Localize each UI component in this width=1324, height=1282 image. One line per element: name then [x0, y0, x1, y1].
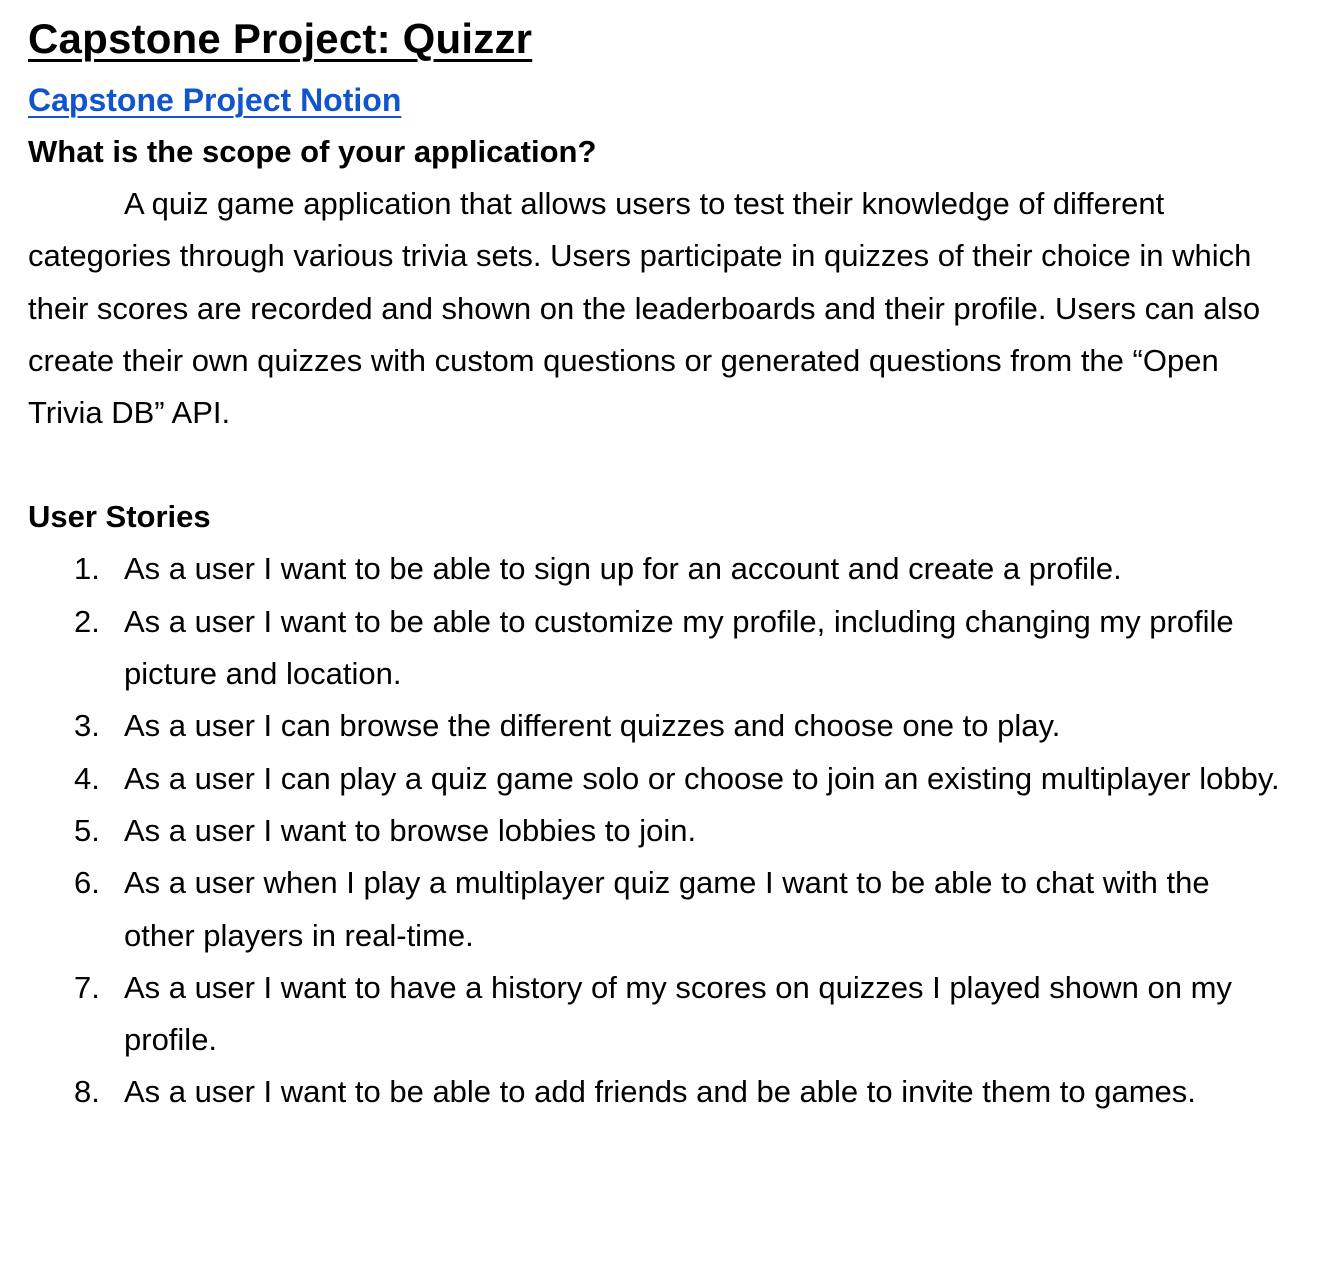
user-stories-heading: User Stories — [28, 499, 211, 535]
list-item-text: As a user I want to have a history of my scores on quizzes I played shown on my profile. — [124, 969, 1232, 1058]
list-number: 4. — [74, 760, 100, 796]
list-item-text: As a user I want to be able to sign up for an account and create a profile. — [124, 551, 1122, 587]
blank-line — [28, 439, 1298, 491]
list-number: 5. — [74, 812, 100, 848]
list-number: 1. — [74, 551, 100, 587]
list-item — [28, 753, 1284, 805]
list-number: 8. — [74, 1074, 100, 1110]
list-item-text: As a user I want to browse lobbies to join. — [124, 812, 697, 848]
scope-heading: What is the scope of your application? — [28, 134, 597, 169]
list-number: 7. — [74, 969, 100, 1005]
document-body — [28, 12, 1298, 1119]
list-item-text: As a user when I play a multiplayer quiz game I want to be able to chat with the other players in real-time. — [124, 865, 1210, 953]
list-item — [28, 543, 1284, 595]
list-item — [28, 700, 1284, 752]
list-item — [28, 1066, 1284, 1118]
notion-link[interactable]: Capstone Project Notion — [28, 82, 402, 118]
document-title: Capstone Project: Quizzr — [28, 15, 533, 62]
list-number: 6. — [74, 865, 100, 901]
list-item-text: As a user I want to be able to customize my profile, including changing my profile picture and location. — [124, 603, 1234, 692]
list-item — [28, 857, 1284, 962]
list-number: 2. — [74, 603, 100, 639]
user-stories-list — [28, 543, 1298, 1118]
list-item-text: As a user I want to be able to add friends and be able to invite them to games. — [124, 1074, 1196, 1110]
list-number: 3. — [74, 708, 100, 744]
list-item — [28, 805, 1284, 857]
list-item-text: As a user I can browse the different quizzes and choose one to play. — [124, 708, 1061, 744]
list-item — [28, 962, 1284, 1067]
list-item — [28, 596, 1284, 701]
list-item-text: As a user I can play a quiz game solo or choose to join an existing multiplayer lobby. — [124, 760, 1280, 796]
scope-paragraph: A quiz game application that allows users to test their knowledge of different categories through various trivia sets. Users participate in quizzes of their choice in which their scores are recorded and shown on the leaderboards and their profile. Users can also create their own quizzes with custom questions or generated questions from the “Open Trivia DB” API. — [28, 186, 1261, 431]
